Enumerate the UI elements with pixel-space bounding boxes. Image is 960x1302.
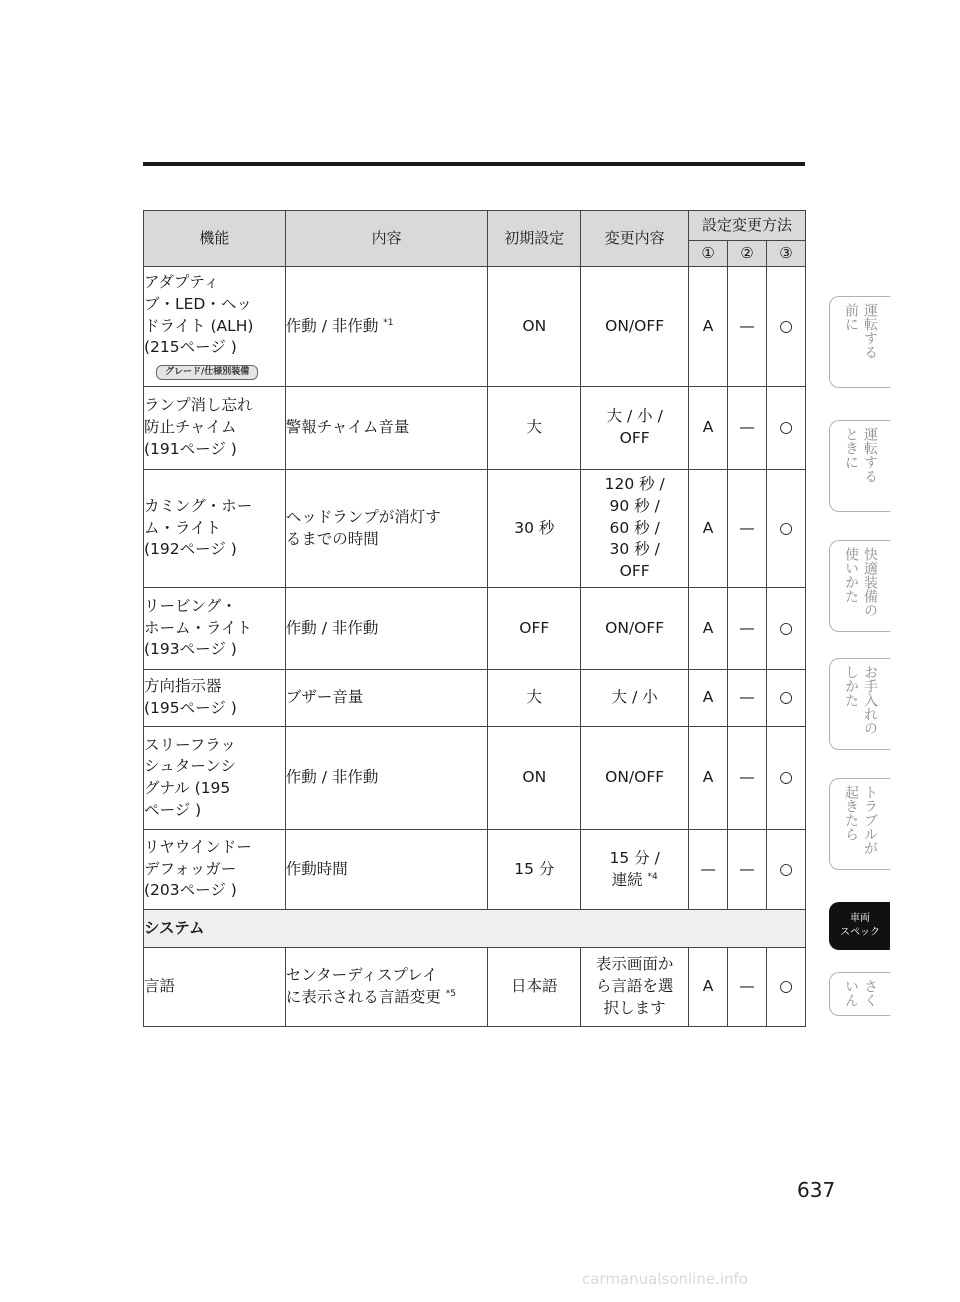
method-3-cell: ○ [767,387,806,470]
initial-cell: 大 [488,387,581,470]
method-3-cell: ○ [767,948,806,1027]
header-method-1: ① [689,241,728,267]
spec-table [143,210,806,1027]
tab-when-driving[interactable]: 運転する ときに [829,420,890,512]
section-system: システム [144,910,806,948]
content-cell: 警報チャイム音量 [285,387,488,470]
change-cell: 表示画面か ら言語を選 択します [581,948,689,1027]
content-cell: センターディスプレイ に表示される言語変更 $^{*5}$ [285,948,488,1027]
change-cell: ON/OFF [581,727,689,830]
footnote-mark: *4 [647,871,658,882]
grade-badge: グレード/仕様別装備 [156,365,258,380]
header-method-2: ② [728,241,767,267]
table-row [144,727,806,830]
tab-troubleshooting[interactable]: トラブルが 起きたら [829,778,890,870]
change-cell: ON/OFF [581,588,689,670]
method-3-cell: ○ [767,267,806,387]
initial-cell: 15 分 [488,830,581,910]
tab-comfort-features[interactable]: 快適装備の 使いかた [829,540,890,632]
table-row [144,267,806,387]
footnote-mark: *1 [383,317,394,328]
header-content: 内容 [285,211,488,267]
method-1-cell: — [689,830,728,910]
tab-index[interactable]: さく いん [829,972,890,1016]
content-cell: 作動時間 [285,830,488,910]
change-cell: ON/OFF [581,267,689,387]
method-2-cell: — [728,670,767,727]
tab-vehicle-specs[interactable]: 車両 スペック [829,902,890,950]
initial-cell: ON [488,727,581,830]
method-2-cell: — [728,387,767,470]
change-cell: 15 分 / 連続 $^{*4}$ [581,830,689,910]
table-row [144,470,806,588]
function-cell: カミング・ホー ム・ライト (192ページ ) [144,470,286,588]
change-cell: 大 / 小 [581,670,689,727]
content-cell: 作動 / 非作動 [285,588,488,670]
method-1-cell: A [689,727,728,830]
content-cell: ブザー音量 [285,670,488,727]
header-method: 設定変更方法 [689,211,806,241]
method-1-cell: A [689,948,728,1027]
table-row [144,948,806,1027]
method-1-cell: A [689,267,728,387]
table-row [144,588,806,670]
header-change: 変更内容 [581,211,689,267]
watermark: carmanualsonline.info [582,1270,748,1288]
top-rule [143,162,805,166]
section-row [144,910,806,948]
function-cell: スリーフラッ シュターンシ グナル (195 ページ ) [144,727,286,830]
table-row [144,830,806,910]
method-3-cell: ○ [767,830,806,910]
table-row [144,387,806,470]
content-cell: 作動 / 非作動 $^{*1}$ [285,267,488,387]
method-1-cell: A [689,470,728,588]
method-3-cell: ○ [767,670,806,727]
footnote-mark: *5 [445,988,456,999]
content-cell: 作動 / 非作動 [285,727,488,830]
initial-cell: OFF [488,588,581,670]
method-2-cell: — [728,267,767,387]
content-cell: ヘッドランプが消灯す るまでの時間 [285,470,488,588]
header-function: 機能 [144,211,286,267]
method-1-cell: A [689,588,728,670]
tab-maintenance[interactable]: お手入れの しかた [829,658,890,750]
header-method-3: ③ [767,241,806,267]
function-cell: リヤウインドー デフォッガー (203ページ ) [144,830,286,910]
method-3-cell: ○ [767,588,806,670]
header-initial: 初期設定 [488,211,581,267]
initial-cell: 大 [488,670,581,727]
method-1-cell: A [689,387,728,470]
change-cell: 120 秒 / 90 秒 / 60 秒 / 30 秒 / OFF [581,470,689,588]
initial-cell: 30 秒 [488,470,581,588]
function-cell: アダプティ ブ・LED・ヘッ ドライト (ALH) (215ページ ) グレード/仕様別装備 [144,267,286,387]
method-2-cell: — [728,588,767,670]
function-cell: 言語 [144,948,286,1027]
method-2-cell: — [728,470,767,588]
method-2-cell: — [728,727,767,830]
table-row [144,670,806,727]
method-3-cell: ○ [767,727,806,830]
method-1-cell: A [689,670,728,727]
initial-cell: 日本語 [488,948,581,1027]
function-cell: リービング・ ホーム・ライト (193ページ ) [144,588,286,670]
initial-cell: ON [488,267,581,387]
function-cell: 方向指示器 (195ページ ) [144,670,286,727]
method-2-cell: — [728,948,767,1027]
tab-before-driving[interactable]: 運転する 前に [829,296,890,388]
page-number: 637 [797,1178,836,1202]
method-3-cell: ○ [767,470,806,588]
change-cell: 大 / 小 / OFF [581,387,689,470]
method-2-cell: — [728,830,767,910]
function-cell: ランプ消し忘れ 防止チャイム (191ページ ) [144,387,286,470]
